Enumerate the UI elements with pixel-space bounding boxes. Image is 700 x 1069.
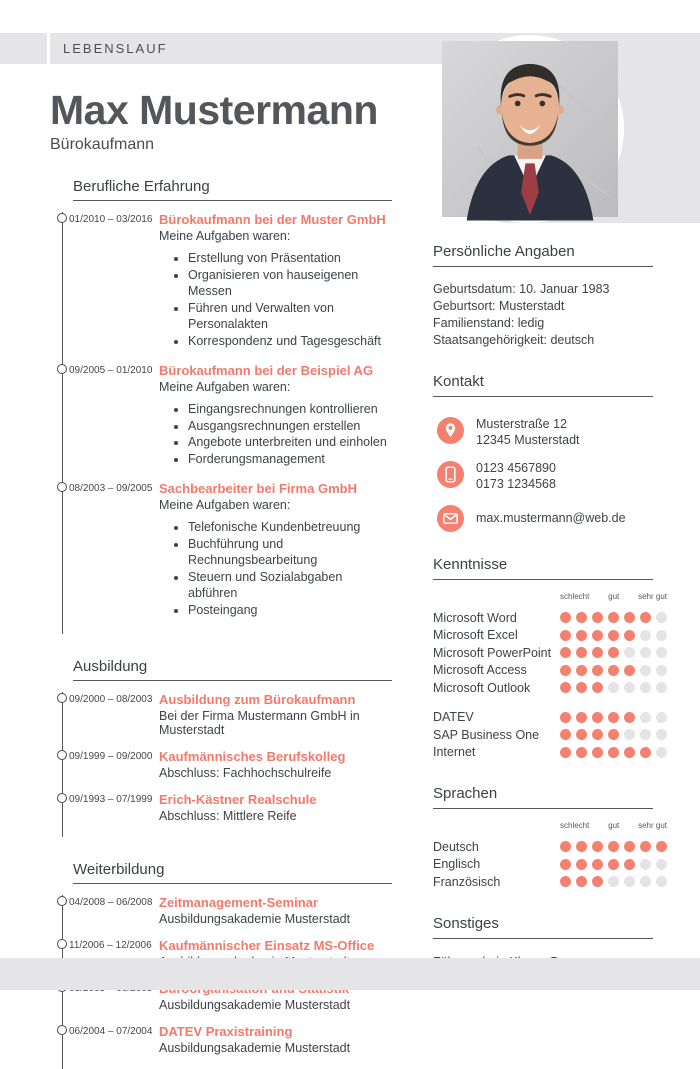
entry-subtitle: Meine Aufgaben waren: bbox=[159, 498, 291, 513]
rating-dot-empty bbox=[640, 729, 651, 740]
rating-dot-filled bbox=[560, 841, 571, 852]
skill-label: Microsoft Access bbox=[433, 663, 527, 678]
rating-dot-filled bbox=[640, 841, 651, 852]
rating-dot-empty bbox=[640, 712, 651, 723]
entry-subtitle: Meine Aufgaben waren: bbox=[159, 380, 291, 395]
rating-dot-filled bbox=[560, 859, 571, 870]
entry-date: 08/2003 – 09/2005 bbox=[69, 483, 153, 495]
rating-dot-empty bbox=[640, 682, 651, 693]
phone-number: 0173 1234568 bbox=[476, 476, 556, 491]
entry-title: Bürokaufmann bei der Muster GmbH bbox=[159, 212, 386, 228]
rating-dot-filled bbox=[608, 712, 619, 723]
rating-dot-filled bbox=[608, 859, 619, 870]
skill-rating bbox=[560, 747, 667, 758]
contact-phone bbox=[433, 461, 693, 492]
skill-row bbox=[433, 679, 693, 697]
rating-dot-filled bbox=[608, 841, 619, 852]
entry-date: 04/2008 – 06/2008 bbox=[69, 897, 153, 909]
rating-dot-filled bbox=[608, 665, 619, 676]
language-rating bbox=[560, 859, 667, 870]
rating-dot-filled bbox=[624, 841, 635, 852]
rating-dot-filled bbox=[592, 612, 603, 623]
entry-title: Ausbildung zum Bürokaufmann bbox=[159, 692, 356, 708]
entry-subtitle: Ausbildungsakademie Musterstadt bbox=[159, 912, 351, 927]
rating-dot-filled bbox=[576, 841, 587, 852]
entry-title: DATEV Praxistraining bbox=[159, 1024, 293, 1040]
rating-dot-filled bbox=[656, 841, 667, 852]
skill-row bbox=[433, 709, 693, 727]
entry-date: 09/2000 – 08/2003 bbox=[69, 694, 153, 706]
rating-dot-empty bbox=[608, 876, 619, 887]
page-title: LEBENSLAUF bbox=[63, 41, 168, 56]
entry-title: Zeitmanagement-Seminar bbox=[159, 895, 318, 911]
address-line: 12345 Musterstadt bbox=[476, 432, 580, 447]
footer-band bbox=[0, 958, 700, 990]
rating-dot-filled bbox=[592, 859, 603, 870]
experience-entry bbox=[63, 363, 392, 467]
skill-label: Internet bbox=[433, 745, 476, 760]
entry-subtitle: Ausbildungsakademie Musterstadt bbox=[159, 998, 351, 1013]
skill-rating bbox=[560, 647, 667, 658]
entry-title: Kaufmännisches Berufskolleg bbox=[159, 749, 346, 765]
scale-label-bad: schlecht bbox=[560, 592, 590, 601]
task-item: • Angebote unterbreiten und einholen bbox=[188, 434, 392, 451]
skill-row bbox=[433, 662, 693, 680]
skill-row bbox=[433, 726, 693, 744]
rating-dot-filled bbox=[560, 729, 571, 740]
skill-row bbox=[433, 609, 693, 627]
rating-dot-filled bbox=[560, 665, 571, 676]
skill-row bbox=[433, 627, 693, 645]
task-item: • Forderungsmanagement bbox=[188, 451, 392, 468]
contact-email bbox=[433, 505, 693, 532]
rating-dot-empty bbox=[656, 859, 667, 870]
phone-number: 0123 4567890 bbox=[476, 461, 556, 475]
skill-label: Microsoft PowerPoint bbox=[433, 645, 552, 660]
rating-dot-filled bbox=[592, 682, 603, 693]
rating-dot-empty bbox=[656, 665, 667, 676]
rating-dot-filled bbox=[576, 712, 587, 723]
task-item: • Korrespondenz und Tagesgeschäft bbox=[188, 333, 392, 350]
scale-label-very-good: sehr gut bbox=[638, 592, 667, 601]
task-item: • Steuern und Sozialabgaben abführen bbox=[188, 569, 392, 602]
rating-dot-empty bbox=[608, 682, 619, 693]
entry-date: 06/2004 – 07/2004 bbox=[69, 1026, 153, 1038]
rating-dot-empty bbox=[656, 876, 667, 887]
skill-rating bbox=[560, 712, 667, 723]
rating-dot-empty bbox=[656, 682, 667, 693]
entry-date: 09/1999 – 09/2000 bbox=[69, 751, 153, 763]
rating-dot-empty bbox=[624, 729, 635, 740]
rating-dot-filled bbox=[608, 630, 619, 641]
section-experience bbox=[50, 178, 392, 634]
person-job-title: Bürokaufmann bbox=[50, 136, 155, 154]
training-entry bbox=[63, 895, 392, 926]
rating-dot-filled bbox=[624, 630, 635, 641]
skill-label: Microsoft Excel bbox=[433, 628, 518, 643]
scale-label-very-good: sehr gut bbox=[638, 821, 667, 830]
section-heading: Sprachen bbox=[433, 785, 653, 809]
skill-rating bbox=[560, 729, 667, 740]
rating-dot-filled bbox=[560, 647, 571, 658]
task-item: • Posteingang bbox=[188, 602, 392, 619]
task-item: • Organisieren von hauseigenen Messen bbox=[188, 267, 392, 300]
task-item: • Führen und Verwalten von Personalakten bbox=[188, 300, 392, 333]
rating-dot-filled bbox=[608, 747, 619, 758]
rating-dot-filled bbox=[592, 876, 603, 887]
education-entry bbox=[63, 749, 392, 780]
rating-dot-empty bbox=[656, 630, 667, 641]
rating-dot-empty bbox=[640, 630, 651, 641]
rating-dot-filled bbox=[624, 712, 635, 723]
rating-dot-filled bbox=[576, 630, 587, 641]
language-label: Englisch bbox=[433, 857, 481, 872]
language-rating bbox=[560, 876, 667, 887]
rating-dot-filled bbox=[576, 747, 587, 758]
skill-rating bbox=[560, 612, 667, 623]
section-heading: Weiterbildung bbox=[73, 861, 392, 884]
location-pin-icon bbox=[437, 417, 464, 444]
rating-dot-filled bbox=[576, 647, 587, 658]
rating-dot-filled bbox=[624, 747, 635, 758]
rating-dot-filled bbox=[560, 612, 571, 623]
rating-dot-empty bbox=[656, 747, 667, 758]
mobile-phone-icon bbox=[437, 461, 464, 488]
task-item: • Erstellung von Präsentation bbox=[188, 250, 392, 267]
rating-dot-filled bbox=[624, 665, 635, 676]
rating-dot-empty bbox=[656, 612, 667, 623]
rating-dot-filled bbox=[560, 630, 571, 641]
entry-date: 09/2005 – 01/2010 bbox=[69, 365, 153, 377]
rating-dot-empty bbox=[640, 859, 651, 870]
skill-row bbox=[433, 644, 693, 662]
rating-dot-empty bbox=[640, 876, 651, 887]
entry-subtitle: Meine Aufgaben waren: bbox=[159, 229, 291, 244]
entry-date: 01/2010 – 03/2016 bbox=[69, 214, 153, 226]
skill-row bbox=[433, 744, 693, 762]
rating-dot-filled bbox=[576, 729, 587, 740]
section-contact bbox=[433, 373, 693, 532]
rating-dot-filled bbox=[592, 841, 603, 852]
personal-detail: Familienstand: ledig bbox=[433, 316, 545, 330]
task-item: • Ausgangsrechnungen erstellen bbox=[188, 418, 392, 435]
rating-dot-empty bbox=[624, 876, 635, 887]
entry-title: Sachbearbeiter bei Firma GmbH bbox=[159, 481, 357, 497]
entry-title: Erich-Kästner Realschule bbox=[159, 792, 317, 808]
rating-dot-filled bbox=[624, 859, 635, 870]
language-label: Französisch bbox=[433, 874, 501, 889]
email-icon bbox=[437, 505, 464, 532]
education-entry bbox=[63, 792, 392, 823]
rating-dot-filled bbox=[560, 682, 571, 693]
experience-entry bbox=[63, 212, 392, 349]
skill-label: DATEV bbox=[433, 710, 474, 725]
experience-timeline bbox=[62, 212, 392, 634]
header-band-stub bbox=[0, 33, 47, 64]
rating-dot-filled bbox=[560, 876, 571, 887]
language-row bbox=[433, 838, 693, 856]
rating-dot-filled bbox=[592, 712, 603, 723]
rating-dot-filled bbox=[592, 630, 603, 641]
language-row bbox=[433, 856, 693, 874]
main-column bbox=[50, 88, 392, 1069]
section-heading: Persönliche Angaben bbox=[433, 243, 653, 267]
entry-subtitle: Abschluss: Mittlere Reife bbox=[159, 809, 297, 824]
contact-address bbox=[433, 417, 693, 448]
language-row bbox=[433, 873, 693, 891]
rating-dot-empty bbox=[640, 647, 651, 658]
rating-dot-filled bbox=[640, 612, 651, 623]
task-item: • Eingangsrechnungen kontrollieren bbox=[188, 401, 392, 418]
task-list bbox=[159, 401, 392, 467]
section-education bbox=[50, 658, 392, 837]
rating-scale-labels bbox=[560, 592, 667, 601]
task-item: • Buchführung und Rechnungsbearbeitung bbox=[188, 536, 392, 569]
rating-dot-filled bbox=[592, 747, 603, 758]
rating-dot-filled bbox=[576, 859, 587, 870]
rating-dot-filled bbox=[592, 647, 603, 658]
skill-rating bbox=[560, 665, 667, 676]
entry-date: 11/2006 – 12/2006 bbox=[69, 940, 152, 952]
entry-title: Bürokaufmann bei der Beispiel AG bbox=[159, 363, 374, 379]
address-line: Musterstraße 12 bbox=[476, 417, 568, 431]
personal-detail: Geburtsort: Musterstadt bbox=[433, 299, 565, 313]
rating-dot-empty bbox=[640, 665, 651, 676]
personal-detail: Geburtsdatum: 10. Januar 1983 bbox=[433, 282, 610, 296]
task-list bbox=[159, 250, 392, 349]
personal-detail: Staatsangehörigkeit: deutsch bbox=[433, 333, 595, 347]
rating-dot-filled bbox=[576, 682, 587, 693]
rating-dot-filled bbox=[640, 747, 651, 758]
rating-dot-empty bbox=[656, 729, 667, 740]
rating-dot-empty bbox=[624, 682, 635, 693]
skill-label: SAP Business One bbox=[433, 727, 540, 742]
scale-label-good: gut bbox=[608, 592, 620, 601]
entry-subtitle: Abschluss: Fachhochschulreife bbox=[159, 766, 332, 781]
entry-subtitle: Ausbildungsakademie Musterstadt bbox=[159, 1041, 351, 1056]
rating-scale-labels bbox=[560, 821, 667, 830]
rating-dot-filled bbox=[576, 665, 587, 676]
language-label: Deutsch bbox=[433, 839, 479, 854]
training-entry bbox=[63, 1024, 392, 1055]
section-heading: Kenntnisse bbox=[433, 556, 653, 580]
rating-dot-filled bbox=[560, 712, 571, 723]
rating-dot-empty bbox=[656, 647, 667, 658]
entry-subtitle: Bei der Firma Mustermann GmbH in Musterstadt bbox=[159, 709, 360, 738]
person-name: Max Mustermann bbox=[50, 87, 378, 133]
portrait-illustration bbox=[442, 41, 618, 217]
entry-date: 09/1993 – 07/1999 bbox=[69, 794, 153, 806]
email-address: max.mustermann@web.de bbox=[476, 510, 626, 525]
section-heading: Kontakt bbox=[433, 373, 653, 397]
rating-dot-empty bbox=[656, 712, 667, 723]
section-personal-details bbox=[433, 243, 693, 349]
section-languages bbox=[433, 785, 693, 891]
rating-dot-filled bbox=[624, 612, 635, 623]
education-timeline bbox=[62, 692, 392, 837]
skill-rating bbox=[560, 682, 667, 693]
section-heading: Berufliche Erfahrung bbox=[73, 178, 392, 201]
rating-dot-filled bbox=[576, 612, 587, 623]
skill-label: Microsoft Outlook bbox=[433, 680, 531, 695]
rating-dot-filled bbox=[592, 665, 603, 676]
language-rating bbox=[560, 841, 667, 852]
rating-dot-filled bbox=[608, 647, 619, 658]
scale-label-good: gut bbox=[608, 821, 620, 830]
task-item: • Telefonische Kundenbetreuung bbox=[188, 519, 392, 536]
skill-rating bbox=[560, 630, 667, 641]
profile-photo bbox=[436, 35, 624, 223]
sidebar-column bbox=[433, 243, 693, 993]
rating-dot-filled bbox=[560, 747, 571, 758]
rating-dot-filled bbox=[608, 612, 619, 623]
experience-entry bbox=[63, 481, 392, 618]
section-heading: Sonstiges bbox=[433, 915, 653, 939]
rating-dot-filled bbox=[576, 876, 587, 887]
task-list bbox=[159, 519, 392, 618]
rating-dot-empty bbox=[624, 647, 635, 658]
entry-title: Kaufmännischer Einsatz MS-Office bbox=[159, 938, 375, 954]
rating-dot-filled bbox=[592, 729, 603, 740]
education-entry bbox=[63, 692, 392, 737]
skill-label: Microsoft Word bbox=[433, 610, 517, 625]
scale-label-bad: schlecht bbox=[560, 821, 590, 830]
section-heading: Ausbildung bbox=[73, 658, 392, 681]
rating-dot-filled bbox=[608, 729, 619, 740]
section-skills bbox=[433, 556, 693, 761]
